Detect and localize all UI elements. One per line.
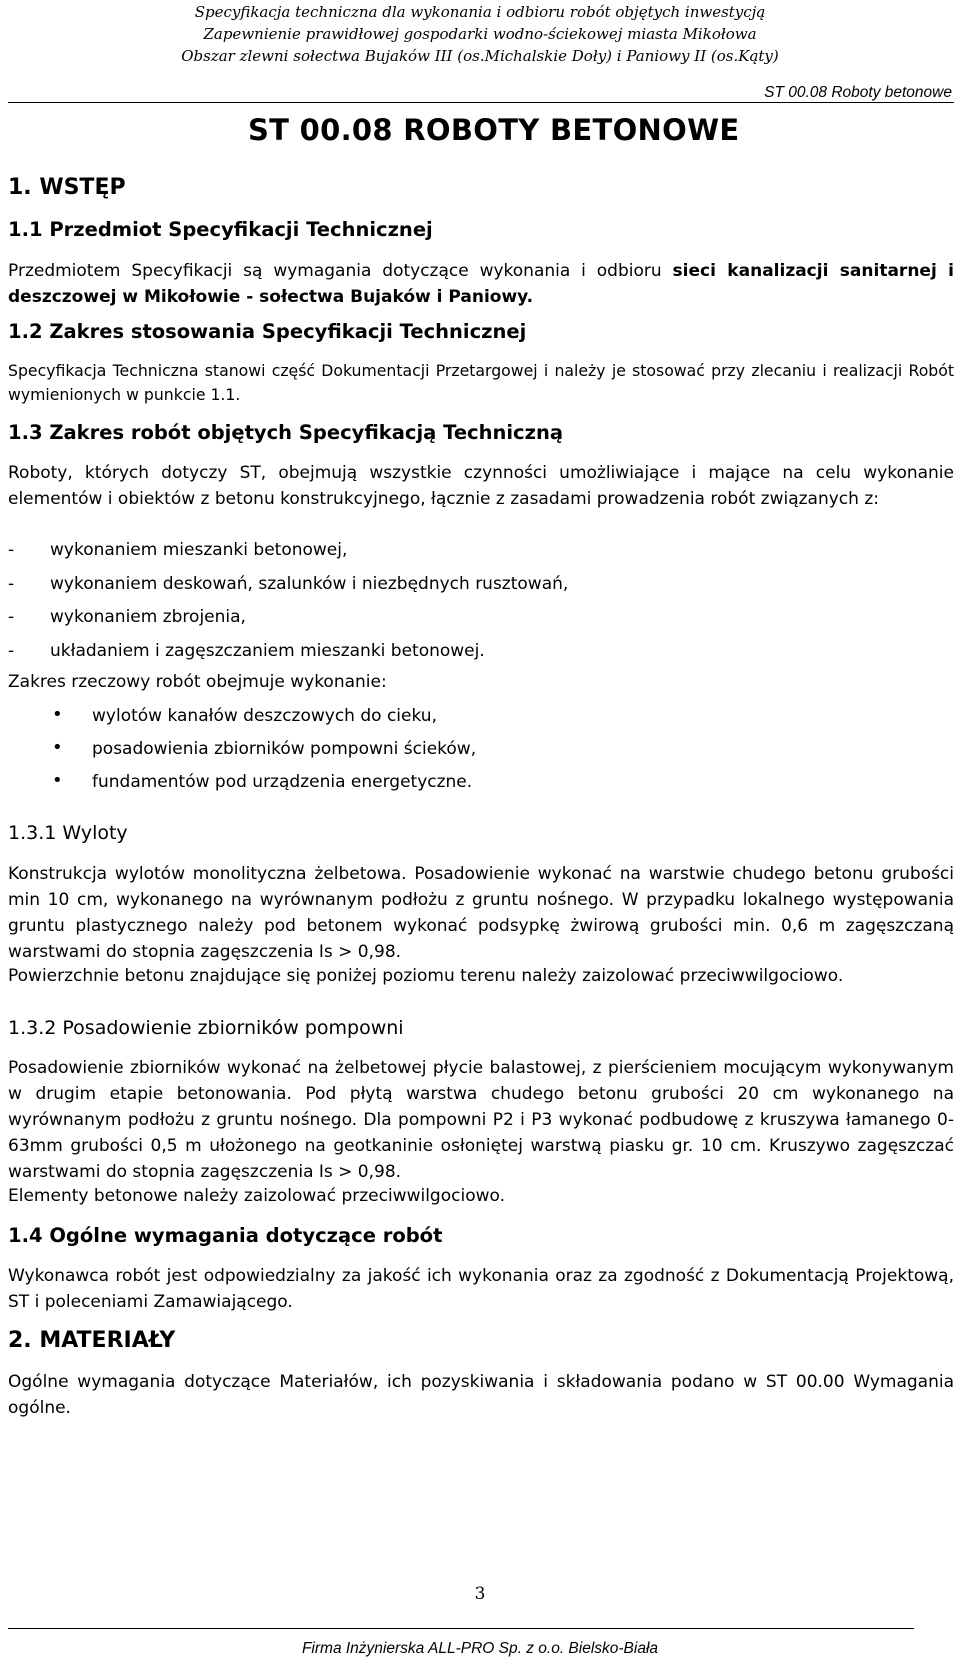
section-1-3-2-p1: Posadowienie zbiorników wykonać na żelbetowej płycie balastowej, z pierścieniem mocującym wykonywanym w drugim etapie betonowania. Pod płytą warstwa chudego betonu grubości 20 cm wykonanego na wyrównanym podłożu z gruntu nośnego. Dla pompowni P2 i P3 wykonać podbudowę z kruszywa łamanego 0-63mm grubości 0,5 m ułożonego na geotkaninie osłoniętej warstwą piasku gr. 10 cm. Kruszywo zagęszczać warstwami do stopnia zagęszczenia Is > 0,98. (8, 1058, 954, 1182)
dash-marker: - (8, 574, 15, 594)
section-1-1-text-bold: sieci kanalizacji sanitarnej i deszczowej w Mikołowie - sołectwa Bujaków i Paniowy. (8, 261, 954, 307)
section-1-2-heading: 1.2 Zakres stosowania Specyfikacji Technicznej (8, 320, 527, 343)
bullet-icon: • (52, 704, 63, 725)
page-title: ST 00.08 ROBOTY BETONOWE (248, 113, 740, 147)
bullet-item-text: wylotów kanałów deszczowych do cieku, (92, 706, 437, 726)
section-1-1-text-normal: Przedmiotem Specyfikacji są wymagania dotyczące wykonania i odbioru (8, 261, 673, 281)
header-section-label: ST 00.08 Roboty betonowe (764, 84, 952, 101)
bullet-item-text: posadowienia zbiorników pompowni ścieków, (92, 739, 477, 759)
section-1-3-1-p1: Konstrukcja wylotów monolityczna żelbetowa. Posadowienie wykonać na warstwie chudego betonu grubości min 10 cm, wykonanego na wyrównanym podłożu z gruntu nośnego. W przypadku lokalnego występowania gruntu plastycznego należy pod betonem wykonać podsypkę żwirową grubości min. 0,6 m zagęszczaną warstwami do stopnia zagęszczenia Is > 0,98. (8, 864, 954, 962)
section-2-text: Ogólne wymagania dotyczące Materiałów, ich pozyskiwania i składowania podano w ST 00.00 Wymagania ogólne. (8, 1372, 954, 1418)
bullet-icon: • (52, 737, 63, 758)
header-line-1: Specyfikacja techniczna dla wykonania i odbioru robót objętych inwestycją (194, 3, 766, 21)
section-1-3-2-heading: 1.3.2 Posadowienie zbiorników pompowni (8, 1017, 404, 1039)
section-1-3-heading: 1.3 Zakres robót objętych Specyfikacją Techniczną (8, 421, 564, 444)
section-1-4-text: Wykonawca robót jest odpowiedzialny za jakość ich wykonania oraz za zgodność z Dokumentacją Projektową, ST i poleceniami Zamawiającego. (8, 1266, 954, 1312)
list-item-text: układaniem i zagęszczaniem mieszanki betonowej. (50, 641, 485, 661)
section-1-4-heading: 1.4 Ogólne wymagania dotyczące robót (8, 1224, 443, 1247)
header-divider (8, 102, 954, 103)
list-item-text: wykonaniem mieszanki betonowej, (50, 540, 348, 560)
dash-marker: - (8, 607, 15, 627)
section-1-2-text: Specyfikacja Techniczna stanowi część Dokumentacji Przetargowej i należy je stosować przy zlecaniu i realizacji Robót wymienionych w punkcie 1.1. (8, 361, 954, 404)
section-1-3-1-heading: 1.3.1 Wyloty (8, 822, 128, 844)
header-line-2: Zapewnienie prawidłowej gospodarki wodno-ściekowej miasta Mikołowa (203, 25, 757, 43)
section-2-heading: 2. MATERIAŁY (8, 1328, 176, 1353)
footer-company: Firma Inżynierska ALL-PRO Sp. z o.o. Bielsko-Biała (301, 1640, 659, 1657)
list-item-text: wykonaniem deskowań, szalunków i niezbędnych rusztowań, (50, 574, 569, 594)
bullet-item-text: fundamentów pod urządzenia energetyczne. (92, 772, 473, 792)
section-1-3-1-p2: Powierzchnie betonu znajdujące się poniżej poziomu terenu należy zaizolować przeciwwilgociowo. (8, 966, 844, 986)
dash-marker: - (8, 540, 15, 560)
section-1-1-heading: 1.1 Przedmiot Specyfikacji Technicznej (8, 218, 433, 241)
section-1-heading: 1. WSTĘP (8, 175, 126, 200)
section-1-1-text (8, 258, 954, 310)
scope-intro: Zakres rzeczowy robót obejmuje wykonanie: (8, 672, 387, 692)
list-item-text: wykonaniem zbrojenia, (50, 607, 246, 627)
footer-divider (8, 1628, 914, 1629)
section-1-3-intro: Roboty, których dotyczy ST, obejmują wszystkie czynności umożliwiające i mające na celu wykonanie elementów i obiektów z betonu konstrukcyjnego, łącznie z zasadami prowadzenia robót związanych z: (8, 463, 954, 509)
header-line-3: Obszar zlewni sołectwa Bujaków III (os.Michalskie Doły) i Paniowy II (os.Kąty) (181, 47, 779, 65)
bullet-icon: • (52, 770, 63, 791)
section-1-3-2-p2: Elementy betonowe należy zaizolować przeciwwilgociowo. (8, 1186, 506, 1206)
dash-marker: - (8, 641, 15, 661)
page-number: 3 (474, 1584, 486, 1604)
